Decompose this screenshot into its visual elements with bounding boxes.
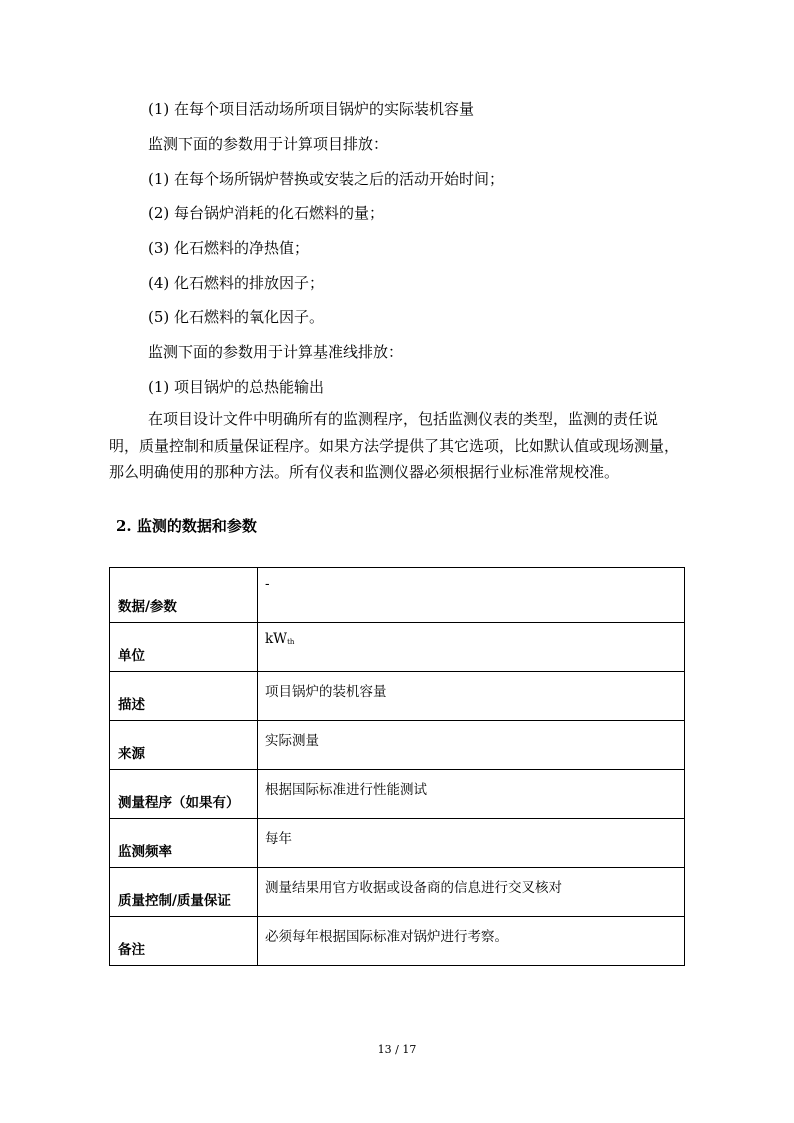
row-value: 测量结果用官方收据或设备商的信息进行交叉核对 (258, 868, 685, 917)
row-value: - (258, 568, 685, 623)
row-value: 每年 (258, 819, 685, 868)
row-label: 数据/参数 (110, 568, 258, 623)
page-number: 13 / 17 (377, 1043, 417, 1056)
row-value: 根据国际标准进行性能测试 (258, 770, 685, 819)
table-row (110, 568, 685, 623)
text-line: (4) 化石燃料的排放因子； (148, 274, 325, 292)
unit-subscript: th (287, 638, 295, 646)
row-label: 测量程序（如果有） (110, 770, 258, 819)
parameter-table (109, 567, 685, 966)
table-row (110, 868, 685, 917)
table-row (110, 672, 685, 721)
row-label: 描述 (110, 672, 258, 721)
text-line: (1) 在每个场所锅炉替换或安装之后的活动开始时间； (148, 170, 505, 188)
table-row (110, 623, 685, 672)
row-label: 备注 (110, 917, 258, 966)
table-row (110, 770, 685, 819)
text-line: 监测下面的参数用于计算基准线排放： (148, 343, 404, 361)
text-line: (1) 项目锅炉的总热能输出 (148, 378, 325, 396)
table-row (110, 917, 685, 966)
row-label: 质量控制/质量保证 (110, 868, 258, 917)
row-value: 实际测量 (258, 721, 685, 770)
row-label: 来源 (110, 721, 258, 770)
table-row (110, 819, 685, 868)
section-heading: 2. 监测的数据和参数 (116, 517, 257, 535)
text-line: (2) 每台锅炉消耗的化石燃料的量； (148, 204, 385, 222)
text-line: (1) 在每个项目活动场所项目锅炉的实际装机容量 (148, 100, 475, 118)
row-label: 监测频率 (110, 819, 258, 868)
row-value (258, 623, 685, 672)
table-row (110, 721, 685, 770)
body-paragraph: 在项目设计文件中明确所有的监测程序，包括监测仪表的类型，监测的责任说明，质量控制和质量保证程序。如果方法学提供了其它选项，比如默认值或现场测量，那么明确使用的那种方法。所有仪表和监测仪器必须根据行业标准常规校准。 (109, 410, 680, 481)
unit-text: kW (265, 631, 288, 647)
text-line: (5) 化石燃料的氧化因子。 (148, 308, 325, 326)
text-line: 监测下面的参数用于计算项目排放： (148, 135, 389, 153)
row-value: 必须每年根据国际标准对锅炉进行考察。 (258, 917, 685, 966)
row-value: 项目锅炉的装机容量 (258, 672, 685, 721)
row-label: 单位 (110, 623, 258, 672)
text-line: (3) 化石燃料的净热值； (148, 239, 310, 257)
